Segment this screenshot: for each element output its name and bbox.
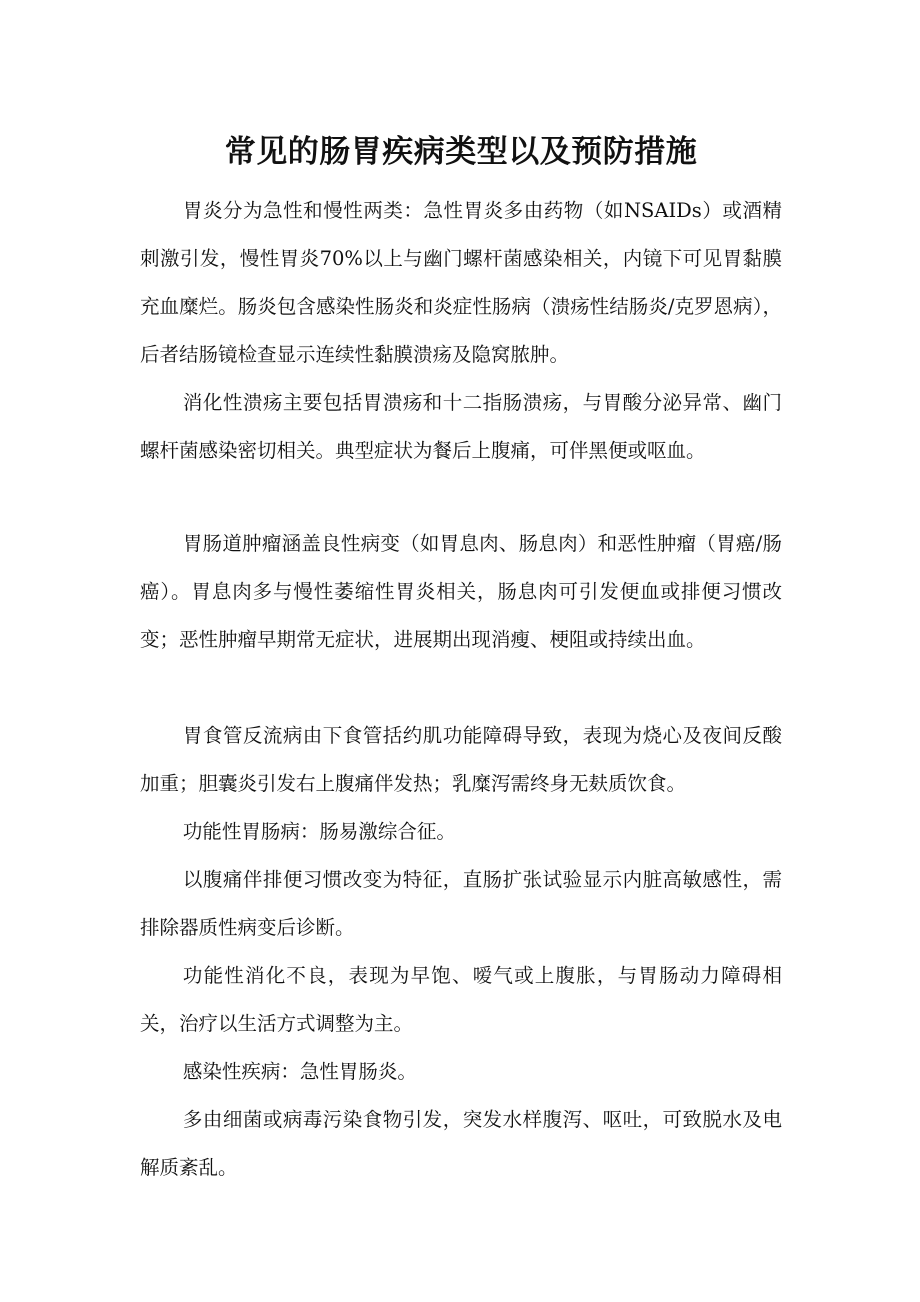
paragraph-gerd-cholecystitis: 胃食管反流病由下食管括约肌功能障碍导致，表现为烧心及夜间反酸加重；胆囊炎引发右上腹痛伴发热；乳糜泻需终身无麸质饮食。 bbox=[140, 724, 782, 795]
paragraph-gi-tumors: 胃肠道肿瘤涵盖良性病变（如胃息肉、肠息肉）和恶性肿瘤（胃癌/肠癌）。胃息肉多与慢性萎缩性胃炎相关，肠息肉可引发便血或排便习惯改变；恶性肿瘤早期常无症状，进展期出现消瘦、梗阻或持续出血。 bbox=[140, 532, 782, 651]
paragraph-peptic-ulcer: 消化性溃疡主要包括胃溃疡和十二指肠溃疡，与胃酸分泌异常、幽门螺杆菌感染密切相关。典型症状为餐后上腹痛，可伴黑便或呕血。 bbox=[140, 391, 782, 462]
paragraph-ibs-description: 以腹痛伴排便习惯改变为特征，直肠扩张试验显示内脏高敏感性，需排除器质性病变后诊断。 bbox=[140, 868, 782, 939]
paragraph-infectious-heading: 感染性疾病：急性胃肠炎。 bbox=[182, 1060, 417, 1083]
paragraph-gastroenteritis-description: 多由细菌或病毒污染食物引发，突发水样腹泻、呕吐，可致脱水及电解质紊乱。 bbox=[140, 1108, 782, 1179]
paragraph-functional-dyspepsia: 功能性消化不良，表现为早饱、嗳气或上腹胀，与胃肠动力障碍相关，治疗以生活方式调整为主。 bbox=[140, 964, 782, 1035]
paragraph-functional-gi-heading: 功能性胃肠病：肠易激综合征。 bbox=[182, 820, 456, 843]
page-title: 常见的肠胃疾病类型以及预防措施 bbox=[224, 134, 698, 170]
paragraph-gastritis-enteritis: 胃炎分为急性和慢性两类：急性胃炎多由药物（如NSAIDs）或酒精刺激引发，慢性胃炎70%以上与幽门螺杆菌感染相关，内镜下可见胃黏膜充血糜烂。肠炎包含感染性肠炎和炎症性肠病（溃疡性结肠炎/克罗恩病），后者结肠镜检查显示连续性黏膜溃疡及隐窝脓肿。 bbox=[140, 199, 782, 366]
